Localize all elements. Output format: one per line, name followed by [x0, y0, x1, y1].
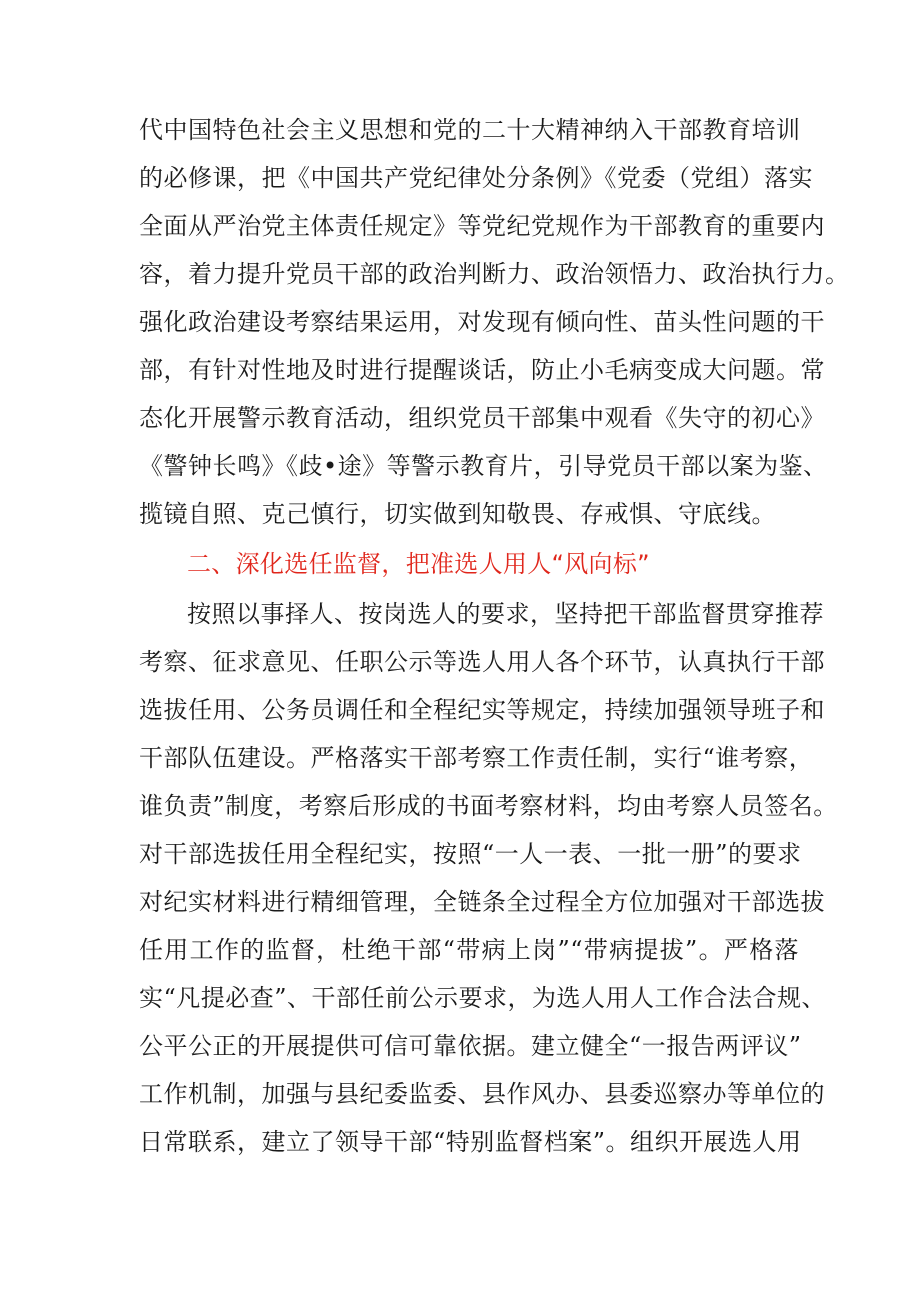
- body-text-line: 的必修课，把《中国共产党纪律处分条例》《党委（党组）落实: [139, 164, 813, 192]
- body-text-line: 干部队伍建设。严格落实干部考察工作责任制，实行“谁考察，: [139, 744, 814, 772]
- body-text-line: 任用工作的监督，杜绝干部“带病上岗”“带病提拔”。严格落: [139, 936, 799, 964]
- body-text-line: 代中国特色社会主义思想和党的二十大精神纳入干部教育培训: [139, 116, 801, 144]
- body-text-line: 工作机制，加强与县纪委监委、县作风办、县委巡察办等单位的: [139, 1080, 825, 1108]
- body-text-line: 容，着力提升党员干部的政治判断力、政治领悟力、政治执行力。: [139, 260, 850, 288]
- body-text-line: 部，有针对性地及时进行提醒谈话，防止小毛病变成大问题。常: [139, 356, 825, 384]
- body-text-line: 考察、征求意见、任职公示等选人用人各个环节，认真执行干部: [139, 648, 825, 676]
- body-text-line: 按照以事择人、按岗选人的要求，坚持把干部监督贯穿推荐: [187, 600, 824, 628]
- body-text-line: 《警钟长鸣》《歧•途》等警示教育片，引导党员干部以案为鉴、: [139, 452, 828, 480]
- section-heading: 二、深化选任监督，把准选人用人“风向标”: [187, 550, 650, 578]
- body-text-line: 全面从严治党主体责任规定》等党纪党规作为干部教育的重要内: [139, 212, 825, 240]
- body-text-line: 日常联系，建立了领导干部“特别监督档案”。组织开展选人用: [139, 1128, 802, 1156]
- body-text-line: 对纪实材料进行精细管理，全链条全过程全方位加强对干部选拔: [139, 888, 825, 916]
- body-text-line: 对干部选拔任用全程纪实，按照“一人一表、一批一册”的要求: [139, 840, 802, 868]
- body-text-line: 公平公正的开展提供可信可靠依据。建立健全“一报告两评议”: [139, 1032, 802, 1060]
- body-text-line: 谁负责”制度，考察后形成的书面考察材料，均由考察人员签名。: [139, 792, 838, 820]
- body-text-line: 态化开展警示教育活动，组织党员干部集中观看《失守的初心》: [139, 404, 825, 432]
- body-text-line: 强化政治建设考察结果运用，对发现有倾向性、苗头性问题的干: [139, 308, 825, 336]
- body-text-line: 实“凡提必查”、干部任前公示要求，为选人用人工作合法合规、: [139, 984, 827, 1012]
- body-text-line: 选拔任用、公务员调任和全程纪实等规定，持续加强领导班子和: [139, 696, 825, 724]
- body-text-line: 揽镜自照、克己慎行，切实做到知敬畏、存戒惧、守底线。: [139, 500, 776, 528]
